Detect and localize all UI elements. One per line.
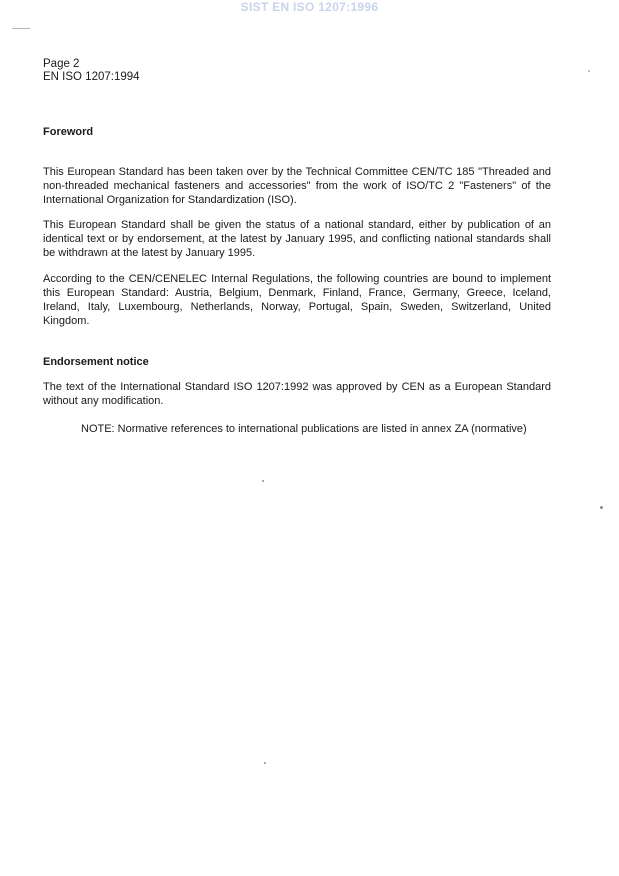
page-number: Page 2 [43,58,80,70]
endorsement-heading: Endorsement notice [43,356,149,368]
scan-mark [12,28,30,29]
foreword-paragraph-2: This European Standard shall be given the status of a national standard, either by publication of an identical text or by endorsement, at the latest by January 1995, and conflicting national standards shall be withdrawn at the latest by January 1995. [43,219,551,259]
endorsement-paragraph: The text of the International Standard ISO 1207:1992 was approved by CEN as a European Standard without any modification. [43,381,551,407]
scan-speck [262,480,264,482]
foreword-heading: Foreword [43,126,94,138]
standard-number: EN ISO 1207:1994 [43,71,140,83]
scan-speck [264,762,266,764]
scan-speck [600,506,603,509]
foreword-paragraph-1: This European Standard has been taken over by the Technical Committee CEN/TC 185 "Threaded and non-threaded mechanical fasteners and accessories" from the work of ISO/TC 2 "Fasteners" of the International Organization for Standardization (ISO). [43,166,551,206]
foreword-paragraph-3: According to the CEN/CENELEC Internal Regulations, the following countries are bound to implement this European Standard: Austria, Belgium, Denmark, Finland, France, Germany, Greece, Iceland, Ireland, Italy, Luxembourg, Netherlands, Norway, Portugal, Spain, Sweden, Switzerland, United Kingdom. [43,273,551,327]
page-header [43,58,140,84]
watermark: SIST EN ISO 1207:1996 [240,0,379,14]
scan-speck [588,70,590,72]
endorsement-note: NOTE: Normative references to international publications are listed in annex ZA (normative) [81,423,527,435]
